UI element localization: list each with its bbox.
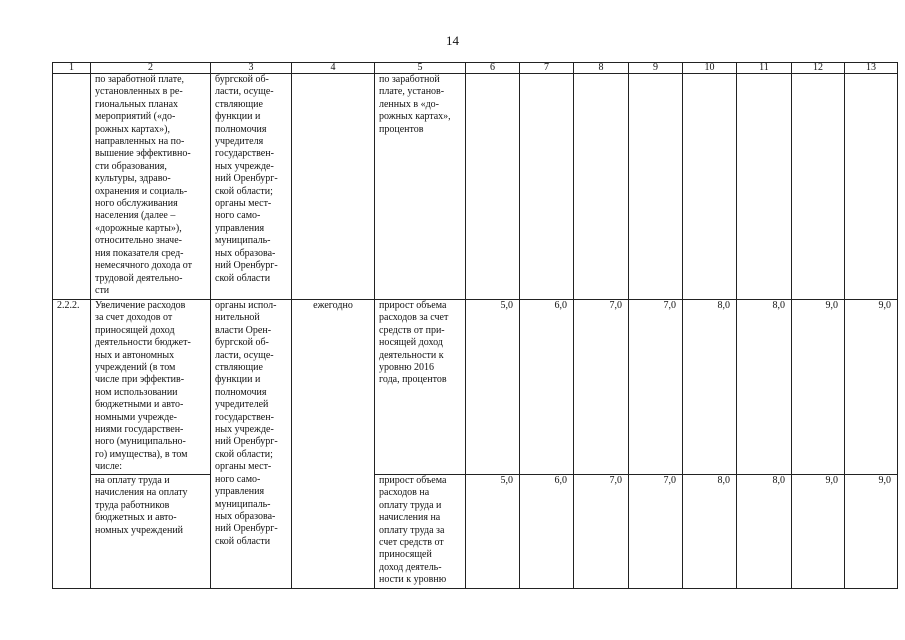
cell-period: ежегодно xyxy=(292,300,375,589)
cell-indicator-unit: прирост объема расходов на оплату труда и начисления на оплату труда за счет средств от приносящей доход деятель- ности к уровню xyxy=(375,475,466,589)
column-number: 13 xyxy=(845,63,898,74)
column-number: 9 xyxy=(629,63,683,74)
cell-empty xyxy=(574,74,629,300)
cell-empty xyxy=(683,74,737,300)
cell-value: 9,0 xyxy=(845,475,898,589)
column-number: 7 xyxy=(520,63,574,74)
cell-value: 8,0 xyxy=(683,475,737,589)
column-number: 11 xyxy=(737,63,792,74)
column-number: 6 xyxy=(466,63,520,74)
cell-value: 6,0 xyxy=(520,300,574,475)
cell-empty xyxy=(292,74,375,300)
cell-value: 9,0 xyxy=(845,300,898,475)
cell-value: 7,0 xyxy=(574,300,629,475)
cell-value: 5,0 xyxy=(466,475,520,589)
cell-indicator-unit: прирост объема расходов за счет средств от при- носящей доход деятельности к уровню 2016 года, процентов xyxy=(375,300,466,475)
cell-subitem-text: на оплату труда и начисления на оплату труда работников бюджетных и авто- номных учреждений xyxy=(91,475,211,589)
table-row-continuation xyxy=(53,74,898,300)
data-table xyxy=(52,62,898,589)
cell-value: 7,0 xyxy=(629,300,683,475)
cell-value: 8,0 xyxy=(737,300,792,475)
cell-executors: бургской об- ласти, осуще- ствляющие функции и полномочия учредителя государствен- ных учрежде- ний Оренбург- ской области; органы мест- ного само- управления муниципаль- ных образова- ний Оренбург- ской области xyxy=(211,74,292,300)
column-number-row xyxy=(53,63,898,74)
page-number: 14 xyxy=(446,33,459,48)
cell-value: 9,0 xyxy=(792,300,845,475)
column-number: 12 xyxy=(792,63,845,74)
cell-value: 5,0 xyxy=(466,300,520,475)
cell-measure-text: Увеличение расходов за счет доходов от приносящей доход деятельности бюджет- ных и автономных учреждений (в том числе при эффектив- ном использовании бюджетными и авто- номными учрежде- ниями государствен- ного (муниципально- го) имущества), в том числе: xyxy=(91,300,211,475)
cell-value: 6,0 xyxy=(520,475,574,589)
cell-empty xyxy=(466,74,520,300)
cell-empty xyxy=(53,74,91,300)
cell-empty xyxy=(845,74,898,300)
column-number: 8 xyxy=(574,63,629,74)
column-number: 3 xyxy=(211,63,292,74)
column-number: 2 xyxy=(91,63,211,74)
column-number: 4 xyxy=(292,63,375,74)
cell-empty xyxy=(737,74,792,300)
cell-value: 8,0 xyxy=(737,475,792,589)
cell-executors: органы испол- нительной власти Орен- бургской об- ласти, осуще- ствляющие функции и полномочия учредителей государствен- ных учрежде- ний Оренбург- ской области; органы мест- ного само- управления муниципаль- ных образова- ний Оренбург- ской области xyxy=(211,300,292,589)
cell-value: 7,0 xyxy=(629,475,683,589)
cell-empty xyxy=(629,74,683,300)
column-number: 10 xyxy=(683,63,737,74)
cell-value: 9,0 xyxy=(792,475,845,589)
cell-value: 8,0 xyxy=(683,300,737,475)
cell-item-number: 2.2.2. xyxy=(53,300,91,589)
cell-indicator-text: по заработной плате, установленных в ре- гиональных планах мероприятий («до- рожных картах»), направленных на по- вышение эффективно- сти образования, культуры, здраво- охранения и социаль- ного обслуживания населения (далее – «дорожные карты»), относительно значе- ния показателя сред- немесячного дохода от трудовой деятельно- сти xyxy=(91,74,211,300)
column-number: 1 xyxy=(53,63,91,74)
cell-empty xyxy=(520,74,574,300)
cell-indicator-unit: по заработной плате, установ- ленных в «до- рожных картах», процентов xyxy=(375,74,466,300)
cell-value: 7,0 xyxy=(574,475,629,589)
table-row-subitem xyxy=(53,475,898,589)
cell-empty xyxy=(792,74,845,300)
column-number: 5 xyxy=(375,63,466,74)
table-row-2-2-2 xyxy=(53,300,898,475)
